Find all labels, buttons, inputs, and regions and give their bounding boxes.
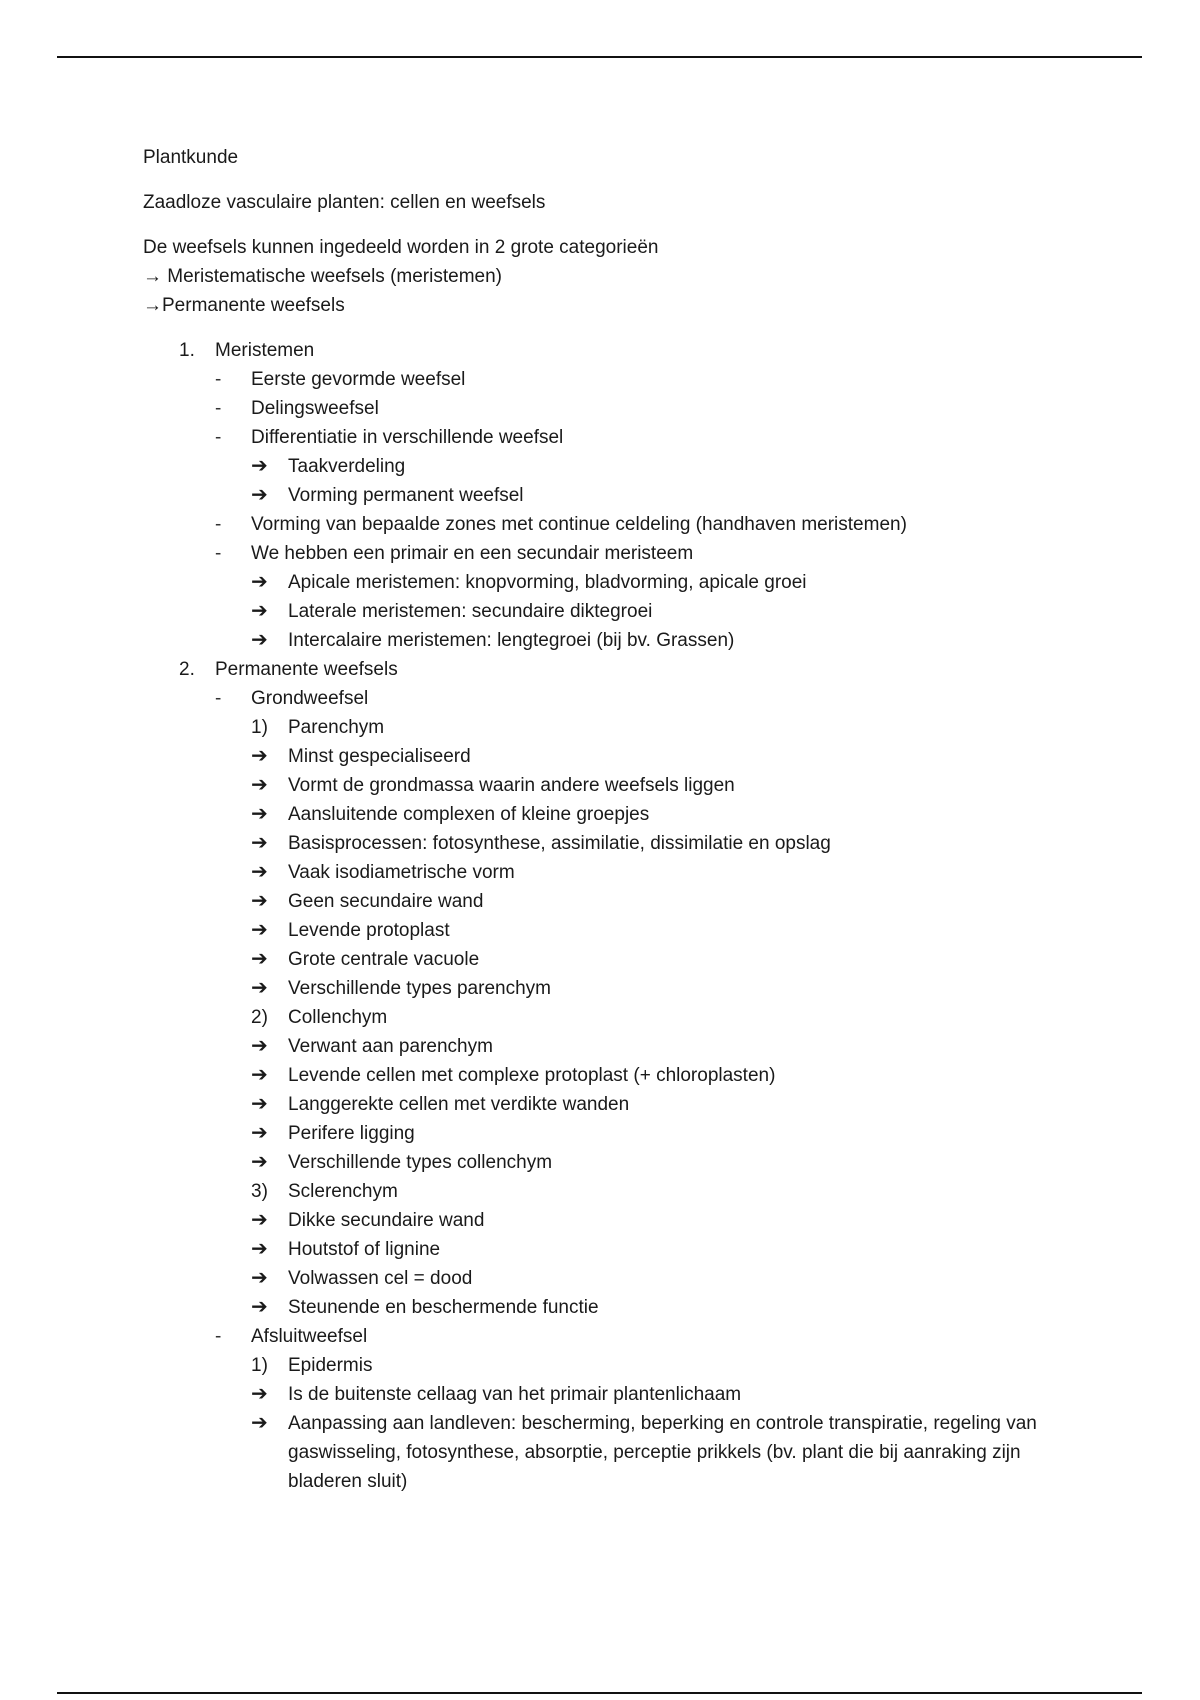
arrow-bullet-icon: ➔ [251,1383,268,1405]
list-item: ➔ Levende cellen met complexe protoplast (+ chloroplasten) [143,1061,1083,1090]
document-subtitle: Zaadloze vasculaire planten: cellen en weefsels [143,192,546,213]
arrow-icon: → [143,266,162,287]
intro-text: De weefsels kunnen ingedeeld worden in 2 grote categorieën [143,237,659,258]
dash-bullet: - [215,514,222,535]
list-item: - We hebben een primair en een secundair meristeem [143,539,1083,568]
list-item: ➔ Vormt de grondmassa waarin andere weefsels liggen [143,771,1083,800]
list-item: 2) Collenchym [143,1003,1083,1032]
arrow-bullet-icon: ➔ [251,1209,268,1231]
arrow-bullet-icon: ➔ [251,1267,268,1289]
list-item: ➔ Aansluitende complexen of kleine groepjes [143,800,1083,829]
document-body [143,143,1083,1496]
list-item: ➔ Taakverdeling [143,452,1083,481]
list-item: ➔ Verwant aan parenchym [143,1032,1083,1061]
arrow-bullet-icon: ➔ [251,890,268,912]
arrow-bullet-icon: ➔ [251,774,268,796]
list-item: - Eerste gevormde weefsel [143,365,1083,394]
arrow-bullet-icon: ➔ [251,1296,268,1318]
number-bullet: 2) [251,1007,268,1028]
section-permanente-weefsels [143,655,1083,1496]
list-item: 1) Epidermis [143,1351,1083,1380]
list-item: ➔ Is de buitenste cellaag van het primair plantenlichaam [143,1380,1083,1409]
list-item: ➔ Vaak isodiametrische vorm [143,858,1083,887]
document-title: Plantkunde [143,147,239,168]
arrow-bullet-icon: ➔ [251,803,268,825]
arrow-bullet-icon: ➔ [251,745,268,767]
list-item: ➔ Intercalaire meristemen: lengtegroei (bij bv. Grassen) [143,626,1083,655]
list-item: ➔ Steunende en beschermende functie [143,1293,1083,1322]
list-item: ➔ Verschillende types collenchym [143,1148,1083,1177]
arrow-bullet-icon: ➔ [251,1151,268,1173]
list-item: ➔ Verschillende types parenchym [143,974,1083,1003]
list-item: ➔ Geen secundaire wand [143,887,1083,916]
section-meristemen [143,336,1083,655]
arrow-bullet-icon: ➔ [251,455,268,477]
arrow-bullet-icon: ➔ [251,1064,268,1086]
header-rule [57,56,1142,58]
arrow-bullet-icon: ➔ [251,484,268,506]
list-item: - Delingsweefsel [143,394,1083,423]
arrow-bullet-icon: ➔ [251,1412,268,1434]
number-bullet: 1) [251,717,268,738]
dash-bullet: - [215,688,222,709]
arrow-bullet-icon: ➔ [251,977,268,999]
list-item: ➔ Grote centrale vacuole [143,945,1083,974]
list-item: 3) Sclerenchym [143,1177,1083,1206]
intro-item: →Permanente weefsels [143,295,345,316]
list-item: - Afsluitweefsel [143,1322,1083,1351]
list-item: - Vorming van bepaalde zones met continue celdeling (handhaven meristemen) [143,510,1083,539]
dash-bullet: - [215,427,222,448]
arrow-bullet-icon: ➔ [251,1122,268,1144]
list-item: ➔ Vorming permanent weefsel [143,481,1083,510]
arrow-bullet-icon: ➔ [251,1093,268,1115]
list-item: ➔ Dikke secundaire wand [143,1206,1083,1235]
list-item: ➔ Aanpassing aan landleven: bescherming, beperking en controle transpiratie, regeling van gaswisseling, fotosynthese, absorptie, perceptie prikkels (bv. plant die bij aanraking zijn bladeren sluit) [143,1409,1083,1496]
dash-bullet: - [215,398,222,419]
number-bullet: 1) [251,1355,268,1376]
list-item: ➔ Apicale meristemen: knopvorming, bladvorming, apicale groei [143,568,1083,597]
number-bullet: 3) [251,1181,268,1202]
intro-item: → Meristematische weefsels (meristemen) [143,266,502,287]
list-item: 1) Parenchym [143,713,1083,742]
list-item: - Differentiatie in verschillende weefsel [143,423,1083,452]
list-item: ➔ Volwassen cel = dood [143,1264,1083,1293]
arrow-bullet-icon: ➔ [251,832,268,854]
arrow-bullet-icon: ➔ [251,629,268,651]
list-item: ➔ Minst gespecialiseerd [143,742,1083,771]
arrow-bullet-icon: ➔ [251,948,268,970]
dash-bullet: - [215,369,222,390]
list-item: ➔ Laterale meristemen: secundaire diktegroei [143,597,1083,626]
list-item: ➔ Basisprocessen: fotosynthese, assimilatie, dissimilatie en opslag [143,829,1083,858]
arrow-bullet-icon: ➔ [251,600,268,622]
arrow-bullet-icon: ➔ [251,861,268,883]
list-item: ➔ Perifere ligging [143,1119,1083,1148]
section-heading: 2. Permanente weefsels [179,659,398,680]
arrow-bullet-icon: ➔ [251,1035,268,1057]
arrow-bullet-icon: ➔ [251,571,268,593]
footer-rule [57,1692,1142,1694]
dash-bullet: - [215,1326,222,1347]
arrow-bullet-icon: ➔ [251,919,268,941]
list-item: - Grondweefsel [143,684,1083,713]
section-heading: 1. Meristemen [179,340,315,361]
list-item: ➔ Levende protoplast [143,916,1083,945]
list-item: ➔ Houtstof of lignine [143,1235,1083,1264]
arrow-icon: → [143,295,162,316]
list-item: ➔ Langgerekte cellen met verdikte wanden [143,1090,1083,1119]
arrow-bullet-icon: ➔ [251,1238,268,1260]
dash-bullet: - [215,543,222,564]
